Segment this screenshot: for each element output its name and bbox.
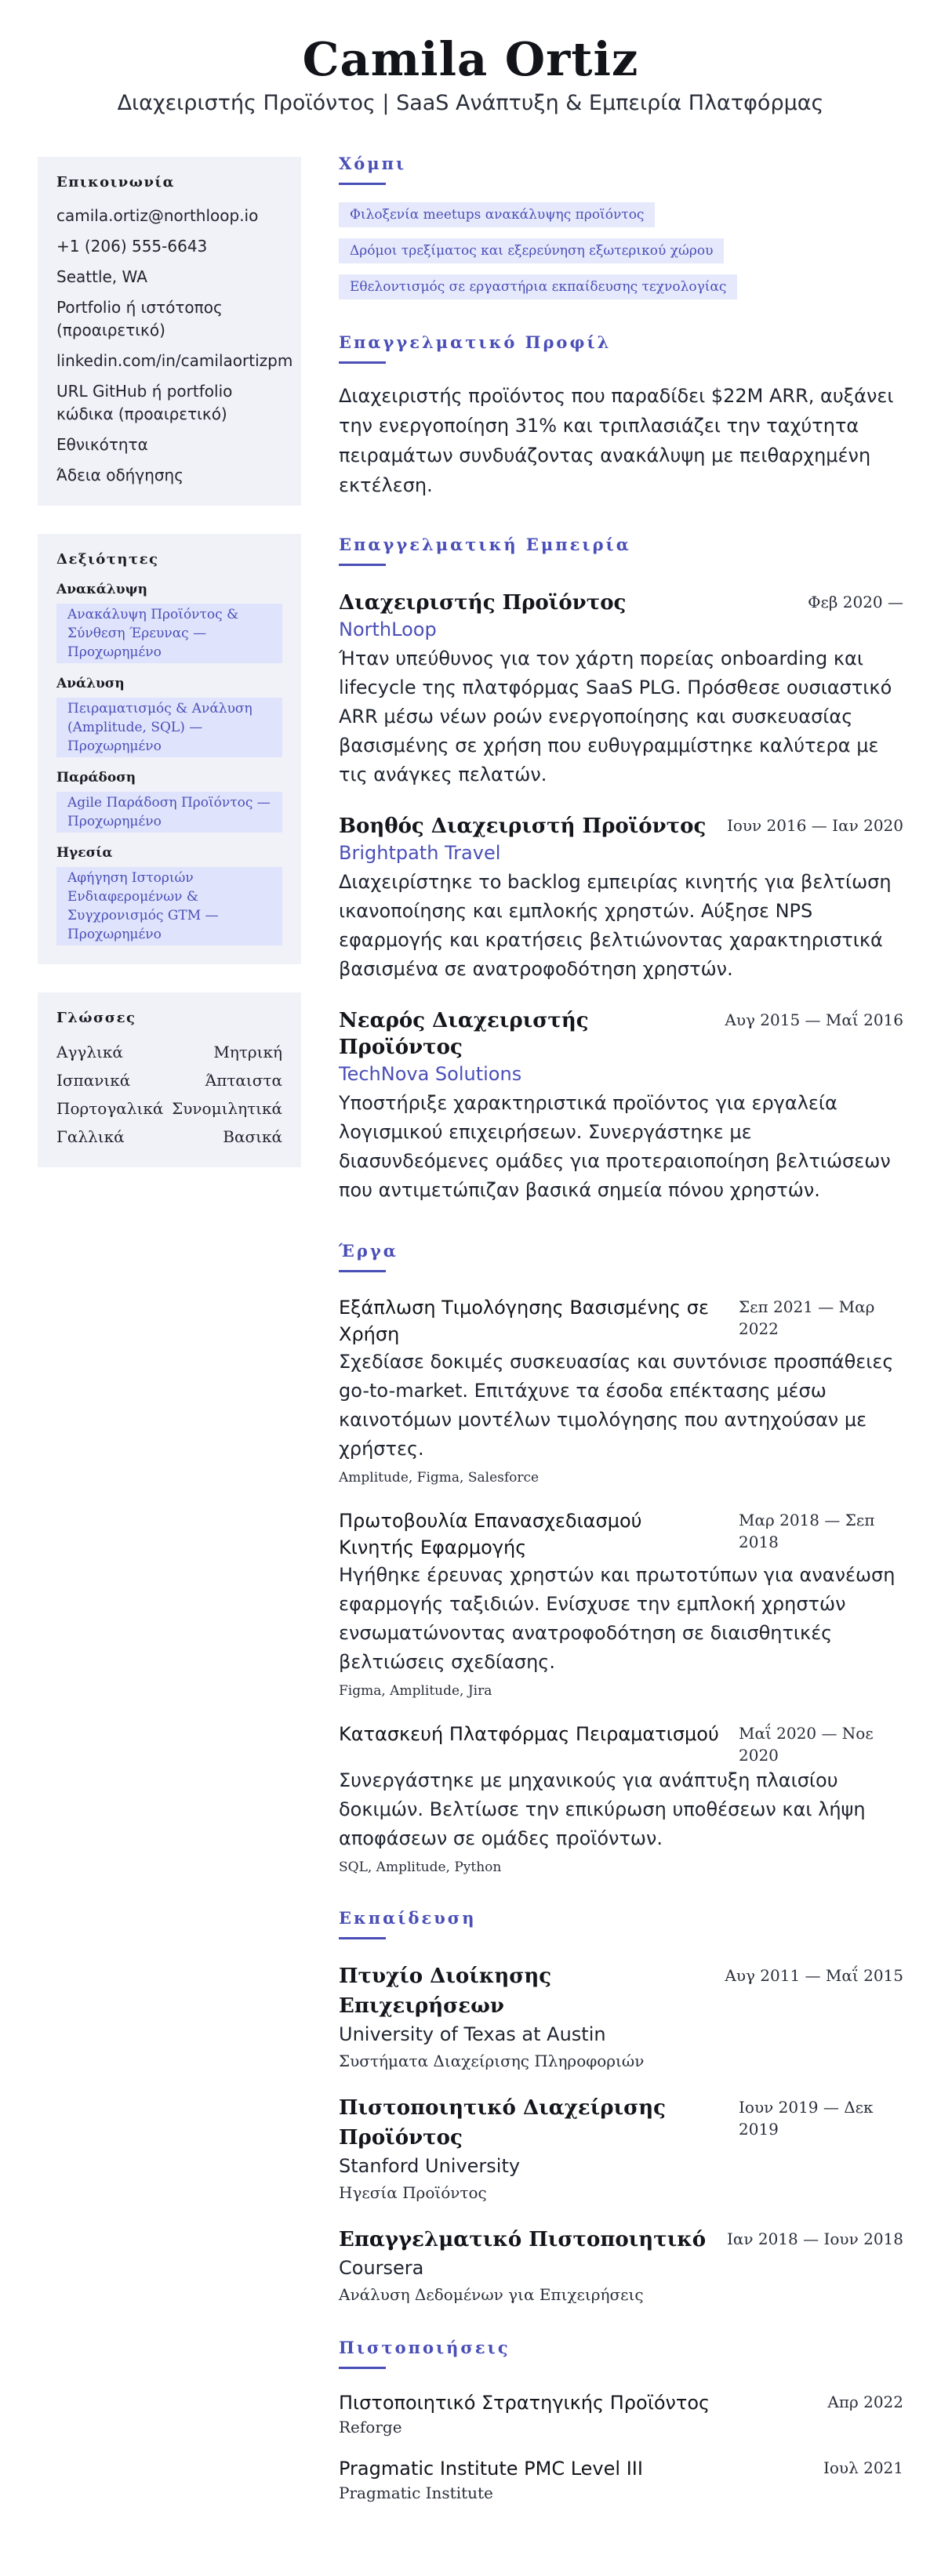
education-heading: Εκπαίδευση <box>339 1908 477 1928</box>
project-description: Συνεργάστηκε με μηχανικούς για ανάπτυξη πλαισίου δοκιμών. Βελτίωσε την επικύρωση υποθέσεων και λήψη αποφάσεων σε ομάδες προϊόντων. <box>339 1769 866 1849</box>
project-title: Κατασκευή Πλατφόρμας Πειραματισμού <box>339 1723 719 1745</box>
certifications-section <box>339 2338 903 2504</box>
profile-heading: Επαγγελματικό Προφίλ <box>339 332 612 352</box>
language-name: Γαλλικά <box>56 1127 125 1146</box>
job-description: Διαχειρίστηκε το backlog εμπειρίας κινητής για βελτίωση ικανοποίησης και εμπλοκής χρηστών. Αύξησε NPS εφαρμογής και κρατήσεις βελτιώνοντας χαρακτηριστικά βασισμένα σε ανατροφοδότηση χρηστών. <box>339 871 892 980</box>
certification-name: Πιστοποιητικό Στρατηγικής Προϊόντος <box>339 2392 710 2414</box>
language-row <box>56 1040 282 1064</box>
experience-section <box>339 535 903 1205</box>
education-section <box>339 1908 903 2306</box>
school-name: Coursera <box>339 2257 424 2279</box>
contact-heading: Επικοινωνία <box>56 174 175 190</box>
contact-github: URL GitHub ή portfolio κώδικα (προαιρετικό) <box>56 382 233 423</box>
education-entry <box>339 2093 903 2204</box>
skill-chip: Πειραματισμός & Ανάλυση (Amplitude, SQL) — Προχωρημένο <box>56 698 282 757</box>
contact-license: Άδεια οδήγησης <box>56 466 183 484</box>
job-title: Νεαρός Διαχειριστής Προϊόντος <box>339 1009 589 1059</box>
job-dates: Ιουν 2016 — Ιαν 2020 <box>726 816 903 835</box>
school-name: University of Texas at Austin <box>339 2023 606 2045</box>
language-row <box>56 1097 282 1120</box>
section-rule <box>339 183 386 185</box>
certification-date: Απρ 2022 <box>827 2393 903 2411</box>
languages-heading: Γλώσσες <box>56 1010 136 1026</box>
hobby-list <box>339 202 903 310</box>
project-dates: Σεπ 2021 — Μαρ 2022 <box>739 1297 875 1338</box>
language-row <box>56 1125 282 1148</box>
contact-email[interactable]: camila.ortiz@northloop.io <box>56 206 259 225</box>
hobby-chip: Φιλοξενία meetups ανακάλυψης προϊόντος <box>339 202 655 227</box>
project-entry <box>339 1508 903 1700</box>
candidate-subtitle: Διαχειριστής Προϊόντος | SaaS Ανάπτυξη & Εμπειρία Πλατφόρμας <box>117 91 824 115</box>
hobbies-section <box>339 154 903 310</box>
project-tools: SQL, Amplitude, Python <box>339 1859 502 1875</box>
project-entry <box>339 1721 903 1877</box>
language-level: Μητρική <box>213 1043 282 1061</box>
main-column <box>339 154 903 2521</box>
skill-category: Ηγεσία <box>56 845 113 861</box>
study-field: Συστήματα Διαχείρισης Πληροφοριών <box>339 2052 645 2070</box>
certification-entry <box>339 2455 903 2504</box>
language-level: Βασικά <box>223 1127 282 1146</box>
hobby-chip: Εθελοντισμός σε εργαστήρια εκπαίδευσης τεχνολογίας <box>339 274 737 299</box>
certification-issuer: Reforge <box>339 2418 402 2436</box>
school-name: Stanford University <box>339 2155 521 2177</box>
skill-group <box>56 845 282 945</box>
study-field: Ηγεσία Προϊόντος <box>339 2183 487 2202</box>
education-dates: Ιουν 2019 — Δεκ 2019 <box>739 2098 874 2139</box>
project-title: Εξάπλωση Τιμολόγησης Βασισμένης σε Χρήση <box>339 1297 709 1345</box>
contact-box <box>38 157 301 506</box>
hobbies-heading: Χόμπι <box>339 154 407 173</box>
project-description: Σχεδίασε δοκιμές συσκευασίας και συντόνισε προσπάθειες go-to-market. Επιτάχυνε τα έσοδα επέκτασης μέσω καινοτόμων μοντέλων τιμολόγησης που αντηχούσαν με χρήστες. <box>339 1351 894 1460</box>
contact-linkedin[interactable]: linkedin.com/in/camilaortizpm <box>56 351 293 370</box>
degree-title: Επαγγελματικό Πιστοποιητικό <box>339 2228 707 2251</box>
job-description: Υποστήριξε χαρακτηριστικά προϊόντος για εργαλεία λογισμικού επιχειρήσεων. Συνεργάστηκε με διασυνδεόμενες ομάδες για προτεραιοποίηση βελτιώσεων που αντιμετώπιζαν βασικά σημεία πόνου χρηστών. <box>339 1092 891 1201</box>
job-dates: Αυγ 2015 — Μαΐ 2016 <box>725 1010 903 1029</box>
experience-heading: Επαγγελματική Εμπειρία <box>339 535 631 554</box>
company-name: TechNova Solutions <box>339 1063 522 1085</box>
degree-title: Πιστοποιητικό Διαχείρισης Προϊόντος <box>339 2096 666 2150</box>
skill-category: Παράδοση <box>56 770 136 785</box>
sidebar <box>38 157 301 1167</box>
education-dates: Ιαν 2018 — Ιουν 2018 <box>726 2230 903 2248</box>
contact-nationality: Εθνικότητα <box>56 435 148 454</box>
languages-box <box>38 992 301 1167</box>
certification-name: Pragmatic Institute PMC Level III <box>339 2458 643 2480</box>
language-level: Συνομιλητικά <box>172 1099 282 1118</box>
certification-date: Ιουλ 2021 <box>823 2458 903 2477</box>
education-entry <box>339 1961 903 2073</box>
company-name: Brightpath Travel <box>339 842 501 864</box>
skill-group <box>56 770 282 833</box>
skill-category: Ανακάλυψη <box>56 582 147 597</box>
skills-heading: Δεξιότητες <box>56 551 159 568</box>
skill-group <box>56 582 282 663</box>
hobby-chip: Δρόμοι τρεξίματος και εξερεύνηση εξωτερικού χώρου <box>339 238 724 263</box>
project-description: Ηγήθηκε έρευνας χρηστών και πρωτοτύπων για ανανέωση εφαρμογής ταξιδιών. Ενίσχυσε την εμπλοκή χρηστών ενσωματώνοντας ανατροφοδότηση σε διαισθητικές βελτιώσεις σχεδίασης. <box>339 1564 896 1673</box>
job-title: Βοηθός Διαχειριστή Προϊόντος <box>339 815 707 838</box>
skills-box <box>38 534 301 964</box>
project-title: Πρωτοβουλία Επανασχεδιασμού Κινητής Εφαρμογής <box>339 1510 642 1558</box>
language-name: Ισπανικά <box>56 1071 131 1090</box>
contact-phone[interactable]: +1 (206) 555-6643 <box>56 237 208 256</box>
company-name: NorthLoop <box>339 619 437 640</box>
certification-entry <box>339 2389 903 2438</box>
language-name: Πορτογαλικά <box>56 1099 164 1118</box>
candidate-name: Camila Ortiz <box>302 32 639 86</box>
language-name: Αγγλικά <box>56 1043 123 1061</box>
project-tools: Figma, Amplitude, Jira <box>339 1683 492 1699</box>
projects-heading: Έργα <box>339 1241 398 1261</box>
contact-location: Seattle, WA <box>56 267 147 286</box>
section-rule <box>339 564 386 566</box>
skill-chip: Ανακάλυψη Προϊόντος & Σύνθεση Έρευνας — Προχωρημένο <box>56 604 282 663</box>
section-rule <box>339 1270 386 1272</box>
projects-section <box>339 1241 903 1877</box>
skill-group <box>56 676 282 757</box>
profile-section <box>339 332 903 500</box>
language-level: Άπταιστα <box>205 1071 282 1090</box>
experience-entry <box>339 590 903 789</box>
resume-header <box>0 31 941 115</box>
education-dates: Αυγ 2011 — Μαΐ 2015 <box>725 1966 903 1985</box>
experience-entry <box>339 813 903 984</box>
contact-portfolio: Portfolio ή ιστότοπος (προαιρετικό) <box>56 298 223 339</box>
language-row <box>56 1068 282 1092</box>
experience-entry <box>339 1007 903 1205</box>
job-dates: Φεβ 2020 — <box>808 593 903 611</box>
skill-chip: Agile Παράδοση Προϊόντος — Προχωρημένο <box>56 792 282 833</box>
job-description: Ήταν υπεύθυνος για τον χάρτη πορείας onboarding και lifecycle της πλατφόρμας SaaS PLG. Πρόσθεσε ουσιαστικό ARR μέσω νέων ροών ενεργοποίησης και συσκευασίας βασισμένης σε χρήση που ευθυγραμμίστηκε καλύτερα με τις ανάγκες πελατών. <box>339 648 892 785</box>
section-rule <box>339 361 386 364</box>
study-field: Ανάλυση Δεδομένων για Επιχειρήσεις <box>339 2285 644 2304</box>
project-dates: Μαΐ 2020 — Νοε 2020 <box>739 1724 874 1765</box>
skill-category: Ανάλυση <box>56 676 125 691</box>
certification-issuer: Pragmatic Institute <box>339 2483 493 2502</box>
profile-summary: Διαχειριστής προϊόντος που παραδίδει $22M ARR, αυξάνει την ενεργοποίηση 31% και τριπλασιάζει την ταχύτητα πειραμάτων συνδυάζοντας ανακάλυψη με πειθαρχημένη εκτέλεση. <box>339 385 894 496</box>
degree-title: Πτυχίο Διοίκησης Επιχειρήσεων <box>339 1965 552 2018</box>
education-entry <box>339 2225 903 2306</box>
project-dates: Μαρ 2018 — Σεπ 2018 <box>739 1511 875 1551</box>
section-rule <box>339 2367 386 2369</box>
project-tools: Amplitude, Figma, Salesforce <box>339 1470 540 1486</box>
certifications-heading: Πιστοποιήσεις <box>339 2338 510 2357</box>
job-title: Διαχειριστής Προϊόντος <box>339 591 627 615</box>
skill-chip: Αφήγηση Ιστοριών Ενδιαφερομένων & Συγχρονισμός GTM — Προχωρημένο <box>56 867 282 945</box>
section-rule <box>339 1937 386 1939</box>
project-entry <box>339 1294 903 1487</box>
